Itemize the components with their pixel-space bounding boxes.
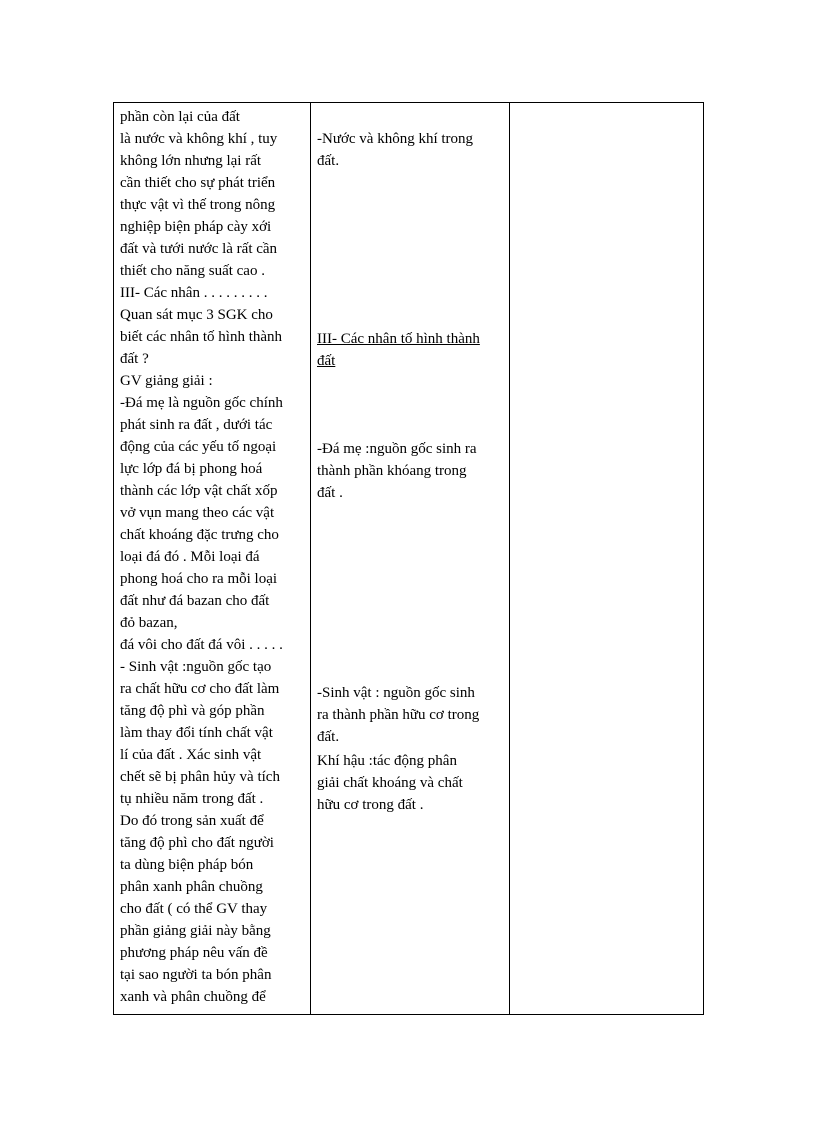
text-line: chết sẽ bị phân hủy và tích [120,769,280,785]
text-line: tụ nhiều năm trong đất . [120,791,264,807]
text-line: cho đất ( có thể GV thay [120,901,268,917]
organisms-line: đất. [317,729,340,745]
text-line: ta dùng biện pháp bón [120,857,254,873]
climate-line: hữu cơ trong đất . [317,797,424,813]
text-line: là nước và không khí , tuy [120,131,278,147]
text-line: thiết cho năng suất cao . [120,263,265,279]
text-line: đất như đá bazan cho đất [120,593,270,609]
text-line: đất và tưới nước là rất cần [120,241,278,257]
empty-column [510,103,703,1014]
organisms-line: -Sinh vật : nguồn gốc sinh [317,685,475,701]
text-line: chất khoáng đặc trưng cho [120,527,279,543]
text-line: phát sinh ra đất , dưới tác [120,417,273,433]
text-line: GV giảng giải : [120,373,213,389]
lesson-table [113,102,704,1015]
organisms-line: ra thành phần hữu cơ trong [317,707,480,723]
text-line: tăng độ phì cho đất người [120,835,274,851]
text-line: lí của đất . Xác sinh vật [120,747,262,763]
climate-line: giải chất khoáng và chất [317,775,463,791]
text-line: phong hoá cho ra mỗi loại [120,571,278,587]
text-line: biết các nhân tố hình thành [120,329,283,345]
text-line: làm thay đổi tính chất vật [120,725,273,741]
climate-line: Khí hậu :tác động phân [317,753,457,769]
text-line: Quan sát mục 3 SGK cho [120,307,273,323]
text-line: vở vụn mang theo các vật [120,505,275,521]
section-heading: đất [317,353,336,369]
water-air-line: đất. [317,153,340,169]
text-line: lực lớp đá bị phong hoá [120,461,263,477]
water-air-line: -Nước và không khí trong [317,131,474,147]
text-line: tăng độ phì và góp phần [120,703,265,719]
text-line: không lớn nhưng lại rất [120,153,262,169]
text-line: nghiệp biện pháp cày xới [120,219,272,235]
text-line: tại sao người ta bón phân [120,967,272,983]
text-line: III- Các nhân . . . . . . . . . [120,285,268,301]
text-line: phân xanh phân chuồng [120,879,263,895]
section-heading: III- Các nhân tố hình thành [317,331,480,347]
text-line: đỏ bazan, [120,615,178,631]
parent-rock-line: đất . [317,485,343,501]
text-line: đất ? [120,351,149,367]
text-line: ra chất hữu cơ cho đất làm [120,681,280,697]
text-line: thực vật vì thế trong nông [120,197,276,213]
content-column [311,103,510,1014]
text-line: xanh và phân chuồng để [120,989,266,1005]
text-line: phương pháp nêu vấn đề [120,945,268,961]
text-line: - Sinh vật :nguồn gốc tạo [120,659,272,675]
text-line: loại đá đó . Mỗi loại đá [120,549,260,565]
teacher-activity-column [114,103,311,1014]
text-line: -Đá mẹ là nguồn gốc chính [120,395,283,411]
text-line: phần còn lại của đất [120,109,240,125]
text-line: cần thiết cho sự phát triển [120,175,276,191]
text-line: đá vôi cho đất đá vôi . . . . . [120,637,283,653]
parent-rock-line: -Đá mẹ :nguồn gốc sinh ra [317,441,477,457]
text-line: phần giảng giải này bằng [120,923,271,939]
text-line: Do đó trong sản xuất để [120,813,264,829]
text-line: thành các lớp vật chất xốp [120,483,278,499]
text-line: động của các yếu tố ngoại [120,439,277,455]
parent-rock-line: thành phần khóang trong [317,463,467,479]
